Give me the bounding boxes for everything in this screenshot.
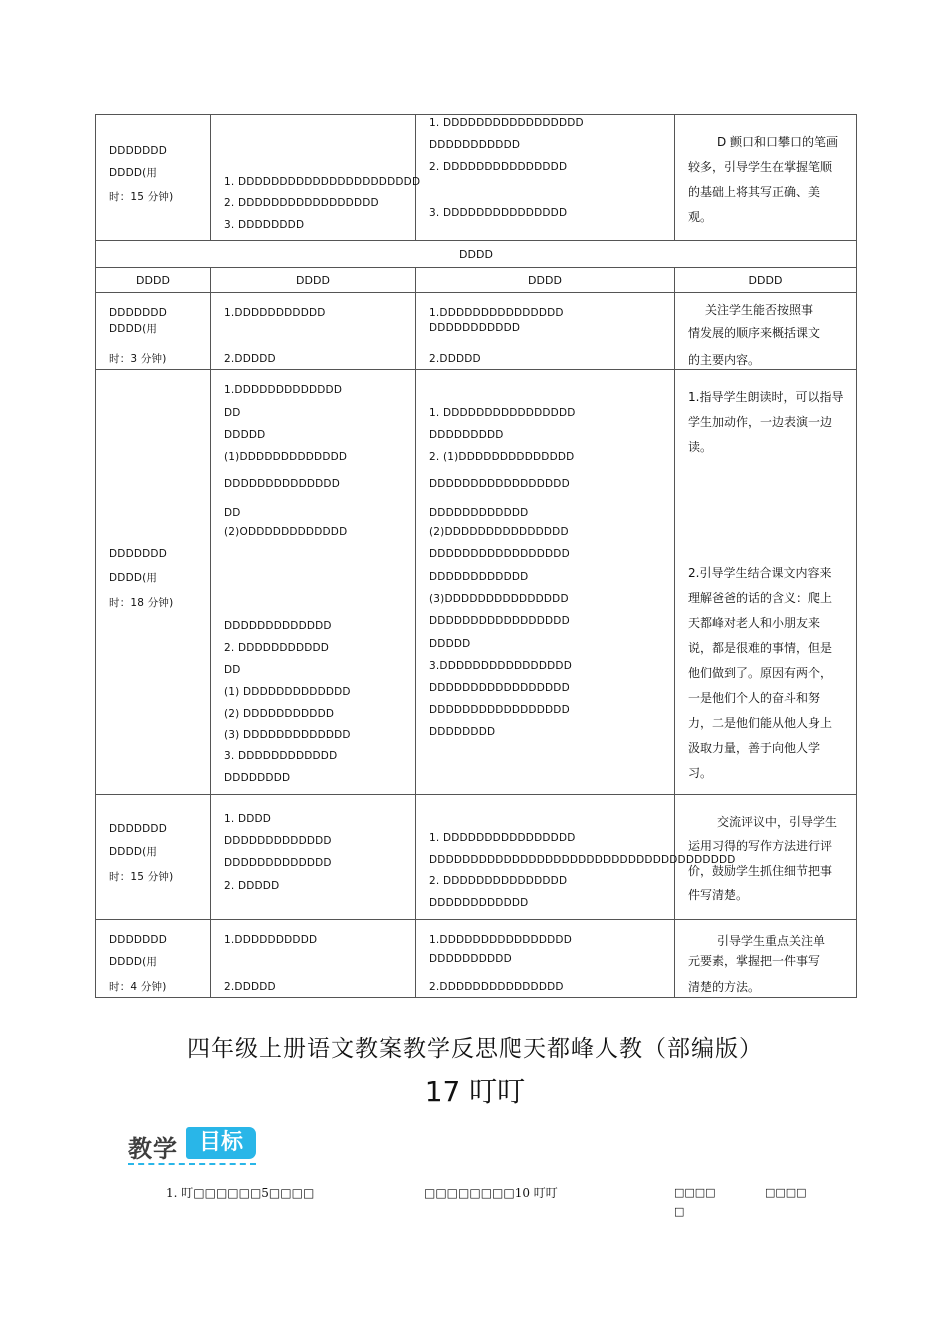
stage-label: DDDD(用 — [109, 956, 158, 968]
column-header: DDDD — [96, 268, 211, 293]
design-note: 的基础上将其写正确、美 — [688, 185, 821, 199]
student-activity: (3)DDDDDDDDDDDDDDD — [429, 593, 569, 605]
teacher-activity: 2. DDDDDDDDDDDDDDDDD — [224, 197, 379, 209]
teacher-activity: DD — [224, 664, 241, 676]
student-activity: 1.DDDDDDDDDDDDDDD — [429, 307, 564, 319]
document-subtitle: 17 叮叮 — [424, 1075, 526, 1108]
design-note: 说，都是很难的事情，但是 — [688, 641, 833, 655]
student-activity: 2. DDDDDDDDDDDDDDD — [429, 875, 568, 887]
teacher-activity: 2.DDDDD — [224, 981, 276, 993]
design-note: 汲取力量，善于向他人学 — [688, 741, 821, 755]
table-row — [96, 293, 857, 370]
teacher-activity: DDDDDDDD — [224, 772, 291, 784]
student-activity: DDDDDDDDDDDDDDDDDDDDDDDDDDDDDDDDDDDDD — [429, 854, 736, 866]
teacher-activity: 2. DDDDD — [224, 880, 280, 892]
column-header: DDDD — [675, 268, 857, 293]
teacher-activity: DDDDDDDDDDDDD — [224, 857, 332, 869]
table-row — [96, 795, 857, 920]
section-title: DDDD — [96, 241, 857, 268]
teacher-activity: DDDDDDDDDDDDD — [224, 620, 332, 632]
stage-label: DDDDDDD — [109, 823, 167, 835]
stage-label: DDDD(用 — [109, 167, 158, 179]
design-note: 运用习得的写作方法进行评 — [688, 839, 833, 853]
teacher-activity: DDDDD — [224, 429, 266, 441]
student-activity: DDDDDDDDDDD — [429, 139, 521, 151]
student-activity: DDDDDDDDD — [429, 429, 504, 441]
student-activity: 1. DDDDDDDDDDDDDDDD — [429, 407, 576, 419]
stage-time: 时：4 分钟) — [109, 981, 167, 993]
badge-label-right: 目标 — [186, 1127, 256, 1159]
teacher-activity: 1.DDDDDDDDDDDDD — [224, 384, 343, 396]
student-activity: DDDDDDDDDDDD — [429, 507, 529, 519]
student-activity: DDDDDDDDDDDDDDDDD — [429, 682, 570, 694]
objective-item: □ — [674, 1205, 685, 1218]
teacher-activity: 1. DDDDDDDDDDDDDDDDDDDDDD — [224, 176, 421, 188]
design-note: 较多，引导学生在掌握笔顺 — [688, 160, 833, 174]
teacher-activity: 3. DDDDDDDD — [224, 219, 305, 231]
design-note: 一是他们个人的奋斗和努 — [688, 691, 821, 705]
design-note: 力，二是他们能从他人身上 — [688, 716, 833, 730]
student-activity: 2.DDDDD — [429, 353, 481, 365]
teacher-activity: 2. DDDDDDDDDDD — [224, 642, 330, 654]
student-activity: 3.DDDDDDDDDDDDDDDD — [429, 660, 572, 672]
lesson-plan-table — [95, 114, 857, 998]
objective-item: □□□□ — [674, 1186, 716, 1199]
stage-label: DDDDDDD — [109, 145, 167, 157]
student-activity: 2.DDDDDDDDDDDDDDD — [429, 981, 564, 993]
stage-label: DDDD(用 — [109, 572, 158, 584]
teacher-activity: DD — [224, 507, 241, 519]
teacher-activity: 2.DDDDD — [224, 353, 276, 365]
stage-time: 时：18 分钟) — [109, 597, 174, 609]
teacher-activity: 1.DDDDDDDDDDD — [224, 307, 326, 319]
table-row — [96, 115, 857, 241]
design-note: 观。 — [688, 210, 713, 224]
student-activity: 1. DDDDDDDDDDDDDDDDD — [429, 117, 584, 129]
design-note: 天都峰对老人和小朋友来 — [688, 616, 821, 630]
student-activity: 2. (1)DDDDDDDDDDDDDD — [429, 451, 575, 463]
stage-label: DDDDDDD — [109, 548, 167, 560]
objective-item: □□□□□□□□10 叮叮 — [424, 1186, 558, 1200]
table-row — [96, 241, 857, 268]
teacher-activity: (1) DDDDDDDDDDDDD — [224, 686, 351, 698]
student-activity: 1. DDDDDDDDDDDDDDDD — [429, 832, 576, 844]
design-note: 2.引导学生结合课文内容来 — [688, 566, 832, 580]
design-note: 习。 — [688, 766, 713, 780]
student-activity: 2. DDDDDDDDDDDDDDD — [429, 161, 568, 173]
table-row — [96, 920, 857, 998]
badge-label-left: 教学 — [128, 1135, 178, 1163]
teacher-activity: (1)DDDDDDDDDDDDD — [224, 451, 348, 463]
design-note: 元要素，掌握把一件事写 — [688, 954, 821, 968]
table-header-row — [96, 268, 857, 293]
design-note: 交流评议中，引导学生 — [717, 815, 838, 829]
design-note: 的主要内容。 — [688, 353, 761, 367]
design-note: 1.指导学生朗读时，可以指导 — [688, 390, 844, 404]
objective-item: 1. 叮□□□□□□5□□□□ — [166, 1186, 315, 1200]
design-note: 引导学生重点关注单 — [717, 934, 826, 948]
student-activity: DDDDD — [429, 638, 471, 650]
column-header: DDDD — [416, 268, 675, 293]
student-activity: (2)DDDDDDDDDDDDDDD — [429, 526, 569, 538]
stage-time: 时：15 分钟) — [109, 871, 174, 883]
teacher-activity: (2)ODDDDDDDDDDDD — [224, 526, 348, 538]
stage-label: DDDD(用 — [109, 323, 158, 335]
design-note: 读。 — [688, 440, 713, 454]
teacher-activity: (3) DDDDDDDDDDDDD — [224, 729, 351, 741]
design-note: 价，鼓励学生抓住细节把事 — [688, 864, 833, 878]
stage-time: 时：15 分钟) — [109, 191, 174, 203]
column-header: DDDD — [211, 268, 416, 293]
teacher-activity: 1.DDDDDDDDDD — [224, 934, 318, 946]
student-activity: DDDDDDDDDD — [429, 953, 512, 965]
student-activity: DDDDDDDDDDDD — [429, 897, 529, 909]
teacher-activity: DD — [224, 407, 241, 419]
design-note: 清楚的方法。 — [688, 980, 761, 994]
design-note: 他们做到了。原因有两个， — [688, 666, 833, 680]
student-activity: DDDDDDDDDDDDDDDDD — [429, 548, 570, 560]
stage-label: DDDDDDD — [109, 934, 167, 946]
objective-item: □□□□ — [765, 1186, 807, 1199]
stage-label: DDDD(用 — [109, 846, 158, 858]
document-title: 四年级上册语文教案教学反思爬天都峰人教（部编版） — [187, 1036, 763, 1062]
student-activity: DDDDDDDDDDDDDDDDD — [429, 615, 570, 627]
teacher-activity: (2) DDDDDDDDDDD — [224, 708, 335, 720]
teacher-activity: DDDDDDDDDDDDD — [224, 835, 332, 847]
stage-time: 时：3 分钟) — [109, 353, 167, 365]
student-activity: DDDDDDDDDDD — [429, 322, 521, 334]
student-activity: DDDDDDDDDDDDDDDDD — [429, 704, 570, 716]
student-activity: DDDDDDDD — [429, 726, 496, 738]
teacher-activity: 1. DDDD — [224, 813, 272, 825]
student-activity: 1.DDDDDDDDDDDDDDDD — [429, 934, 572, 946]
student-activity: DDDDDDDDDDDDDDDDD — [429, 478, 570, 490]
design-note: 关注学生能否按照事 — [705, 303, 814, 317]
design-note: D 颤口和口攀口的笔画 — [717, 135, 839, 149]
teacher-activity: 3. DDDDDDDDDDDD — [224, 750, 338, 762]
student-activity: 3. DDDDDDDDDDDDDDD — [429, 207, 568, 219]
design-note: 学生加动作，一边表演一边 — [688, 415, 833, 429]
design-note: 情发展的顺序来概括课文 — [688, 326, 821, 340]
badge-underline — [128, 1163, 256, 1165]
design-note: 理解爸爸的话的含义：爬上 — [688, 591, 833, 605]
table-row — [96, 370, 857, 795]
student-activity: DDDDDDDDDDDD — [429, 571, 529, 583]
design-note: 件写清楚。 — [688, 888, 749, 902]
teacher-activity: DDDDDDDDDDDDDD — [224, 478, 340, 490]
stage-label: DDDDDDD — [109, 307, 167, 319]
